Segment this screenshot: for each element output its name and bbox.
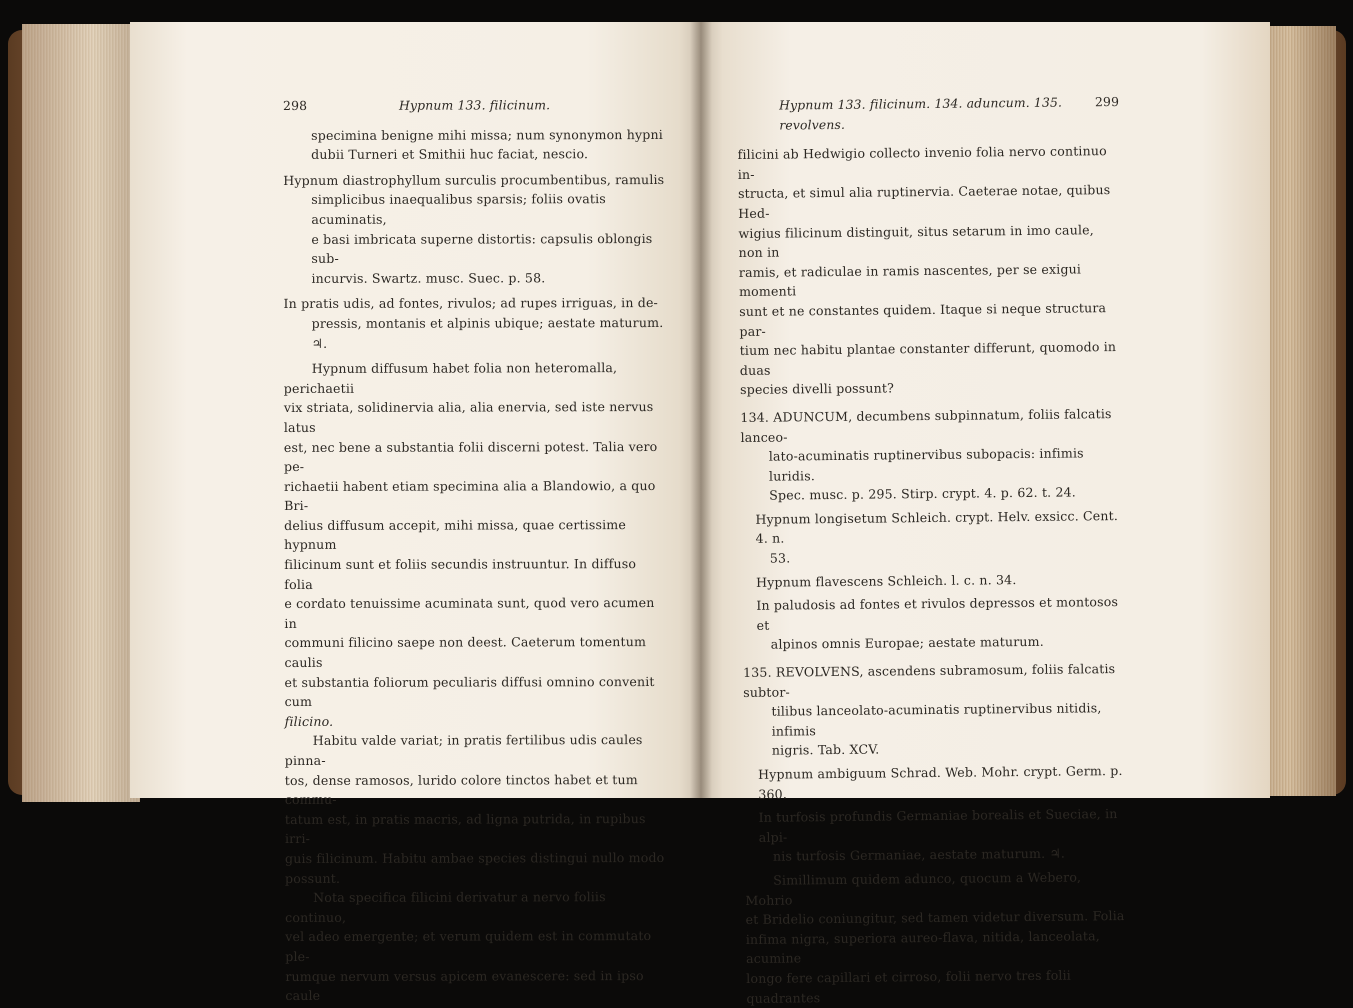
text-line: Nota specifica filicini derivatur a nervo foliis continuo, <box>285 889 606 925</box>
text-line: 135. REVOLVENS, ascendens subramosum, foliis falcatis subtor- <box>742 661 1116 700</box>
right-page-number: 299 <box>1094 93 1120 110</box>
text-line: Hypnum flavescens Schleich. l. c. n. 34. <box>756 571 1017 590</box>
text-line: rumque nervum versus apicem evanescere: sed in ipso caule <box>285 967 644 1004</box>
text-line: communi filicino saepe non deest. Caeterum tomentum caulis <box>284 634 647 671</box>
book-gutter <box>690 22 712 798</box>
text-line: dubii Turneri et Smithii huc faciat, nescio. <box>311 146 589 163</box>
text-line: wigius filicinum distinguit, situs setarum in imo caule, non in <box>738 221 1094 261</box>
text-line: vix striata, solidinervia alia, alia enervia, sed iste nervus latus <box>283 399 654 435</box>
text-line: 53. <box>769 550 791 566</box>
text-line: Simillimum quidem adunco, quocum a Webero, Mohrio <box>745 869 1082 908</box>
left-page-edges <box>22 24 140 802</box>
left-page-number: 298 <box>283 97 308 113</box>
text-line: Spec. musc. p. 295. Stirp. crypt. 4. p. 62. t. 24. <box>769 484 1076 503</box>
text-line: species divelli possunt? <box>739 380 895 398</box>
text-line: tos, dense ramosos, lurido colore tinctos habet et tum commu- <box>284 771 638 808</box>
text-line: tatum est, in pratis macris, ad ligna putrida, in rupibus irri- <box>284 810 646 847</box>
text-line: In paludosis ad fontes et rivulos depressos et montosos et <box>756 594 1119 633</box>
text-line: nigris. Tab. XCV. <box>771 741 880 759</box>
text-line: filicino. <box>284 713 334 729</box>
text-line: ramis, et radiculae in ramis nascentes, per se exigui momenti <box>738 261 1082 300</box>
text-line: est, nec bene a substantia folii discerni potest. Talia vero pe- <box>283 438 658 475</box>
left-page-text <box>283 95 667 1006</box>
right-running-head: Hypnum 133. filicinum. 134. aduncum. 135. revolvens. <box>779 94 1063 133</box>
text-line: Habitu valde variat; in pratis fertilibus udis caules pinna- <box>284 732 643 768</box>
text-line: Hypnum diffusum habet folia non heteromalla, perichaetii <box>283 360 618 396</box>
text-line: nis turfosis Germaniae, aestate maturum. ♃. <box>772 845 1066 865</box>
text-line: alpinos omnis Europae; aestate maturum. <box>770 634 1044 653</box>
text-line: structa, et simul alia ruptinervia. Caeterae notae, quibus Hed- <box>737 182 1111 221</box>
text-line: pressis, montanis et alpinis ubique; aestate maturum. ♃. <box>311 314 664 351</box>
text-line: vel adeo emergente; et verum quidem est in commutato ple- <box>285 928 652 964</box>
text-line: longo fere capillari et cirroso, folii nervo tres folii quadrantes <box>746 967 1071 1006</box>
text-line: filicini ab Hedwigio collecto invenio folia nervo continuo in- <box>737 143 1107 182</box>
text-line: e cordato tenuissime acuminata sunt, quod vero acumen in <box>284 595 655 631</box>
text-line: delius diffusum accepit, mihi missa, quae certissime hypnum <box>284 516 626 553</box>
text-line: lato-acuminatis ruptinervibus subopacis: infimis luridis. <box>768 445 1084 484</box>
text-line: In turfosis profundis Germaniae borealis et Sueciae, in alpi- <box>758 806 1118 845</box>
text-line: 134. ADUNCUM, decumbens subpinnatum, foliis falcatis lanceo- <box>740 406 1112 445</box>
text-line: guis filicinum. Habitu ambae species distingui nullo modo <box>284 849 665 866</box>
text-line: Hypnum diastrophyllum surculis procumbentibus, ramulis <box>283 171 665 188</box>
text-line: sunt et ne constantes quidem. Itaque si neque structura par- <box>739 300 1107 339</box>
text-line: richaetii habent etiam specimina alia a Blandowio, a quo Bri- <box>284 477 656 514</box>
text-line: e basi imbricata superne distortis: capsulis oblongis sub- <box>311 230 653 267</box>
text-line: possunt. <box>285 870 341 886</box>
text-line: tium nec habitu plantae constanter differunt, quomodo in duas <box>739 339 1117 378</box>
text-line: filicinum sunt et foliis secundis instruuntur. In diffuso folia <box>284 556 637 592</box>
right-page-text <box>737 92 1129 1008</box>
text-line: simplicibus inaequalibus sparsis; foliis ovatis acuminatis, <box>311 191 606 227</box>
text-line: specimina benigne mihi missa; num synonymon hypni <box>311 126 663 143</box>
right-running-header <box>737 92 1119 135</box>
text-line: et Bridelio coniungitur, sed tamen videtur diversum. Folia <box>745 908 1125 928</box>
left-running-header <box>283 95 665 116</box>
text-line: et substantia foliorum peculiaris diffusi omnino convenit cum <box>284 673 655 710</box>
left-running-head: Hypnum 133. filicinum. <box>399 97 551 113</box>
text-line: tilibus lanceolato-acuminatis ruptinervibus nitidis, infimis <box>771 700 1102 739</box>
text-line: infima nigra, superiora aureo-flava, nitida, lanceolata, acumine <box>745 927 1100 967</box>
text-line: In pratis udis, ad fontes, rivulos; ad rupes irriguas, in de- <box>283 295 658 312</box>
text-line: Hypnum ambiguum Schrad. Web. Mohr. crypt. Germ. p. 360. <box>758 762 1123 802</box>
text-line: incurvis. Swartz. musc. Suec. p. 58. <box>311 270 546 286</box>
text-line: Hypnum longisetum Schleich. crypt. Helv. exsicc. Cent. 4. n. <box>755 507 1119 547</box>
